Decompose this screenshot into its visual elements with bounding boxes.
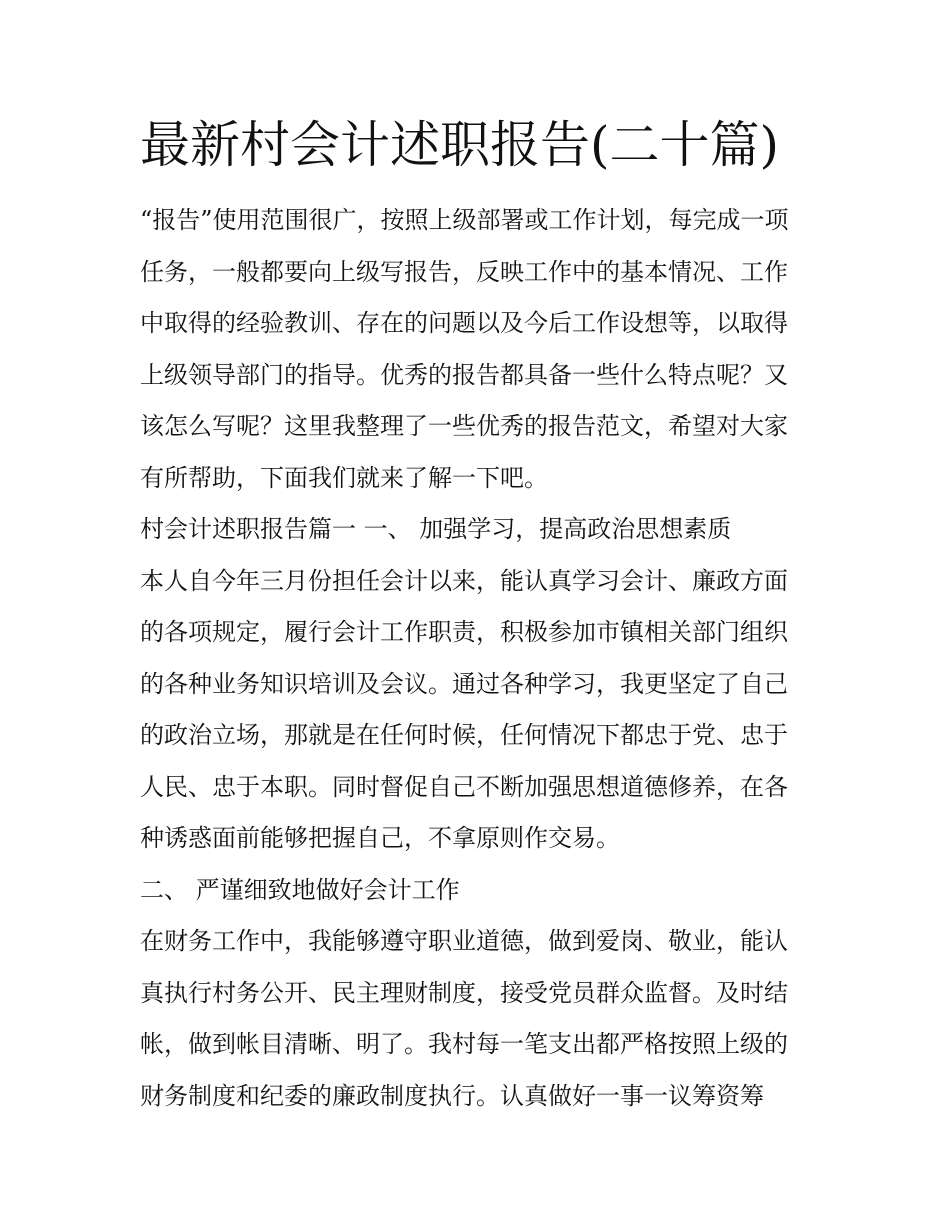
body-line: 有所帮助，下面我们就来了解一下吧。: [140, 463, 548, 492]
body-line: 帐，做到帐目清晰、明了。我村每一笔支出都严格按照上级的: [140, 1030, 788, 1058]
section-heading: 村会计述职报告篇一 一、 加强学习，提高政治思想素质: [140, 515, 732, 543]
body-line: 在财务工作中，我能够遵守职业道德，做到爱岗、敬业，能认: [140, 927, 788, 955]
body-line: 的各项规定，履行会计工作职责，积极参加市镇相关部门组织: [140, 618, 788, 646]
body-line: 真执行村务公开、民主理财制度，接受党员群众监督。及时结: [140, 978, 788, 1007]
body-line: 中取得的经验教训、存在的问题以及今后工作设想等，以取得: [140, 309, 788, 337]
body-line: “报告”使用范围很广，按照上级部署或工作计划，每完成一项: [140, 206, 789, 234]
body-line: 上级领导部门的指导。优秀的报告都具备一些什么特点呢？又: [140, 360, 788, 389]
body-line: 的各种业务知识培训及会议。通过各种学习，我更坚定了自己: [140, 669, 788, 698]
document-title: 最新村会计述职报告(二十篇): [140, 116, 780, 174]
body-line: 种诱惑面前能够把握自己，不拿原则作交易。: [140, 824, 620, 852]
body-line: 财务制度和纪委的廉政制度执行。认真做好一事一议筹资筹: [140, 1081, 764, 1110]
body-line: 的政治立场，那就是在任何时候，任何情况下都忠于党、忠于: [140, 721, 788, 749]
body-line: 任务，一般都要向上级写报告，反映工作中的基本情况、工作: [140, 257, 788, 286]
document-body: [140, 195, 820, 1122]
body-line: 该怎么写呢？这里我整理了一些优秀的报告范文，希望对大家: [140, 412, 788, 440]
section-heading: 二、 严谨细致地做好会计工作: [140, 875, 460, 904]
body-line: 人民、忠于本职。同时督促自己不断加强思想道德修养，在各: [140, 772, 788, 801]
body-line: 本人自今年三月份担任会计以来，能认真学习会计、廉政方面: [140, 566, 788, 595]
